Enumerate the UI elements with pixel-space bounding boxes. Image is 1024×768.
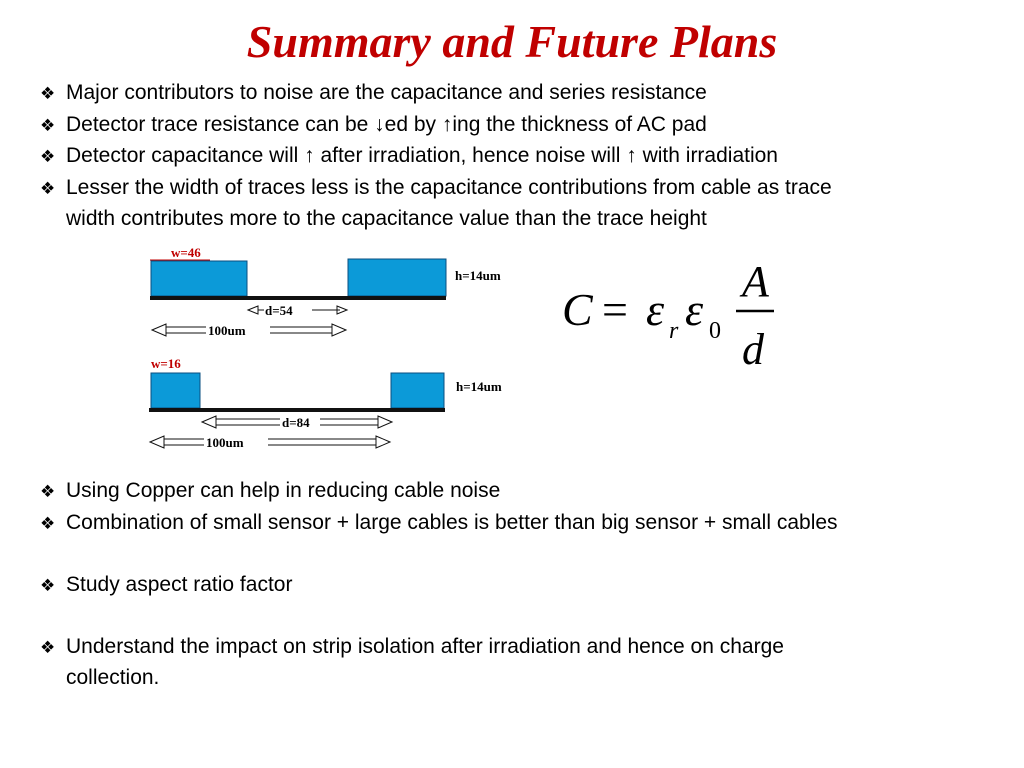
bullet-item — [40, 570, 1024, 602]
diagram-top-width-label: w=46 — [171, 245, 201, 260]
bullet-text: Major contributors to noise are the capacitance and series resistance — [66, 81, 707, 104]
diagram-bottom-span-arrow-right — [376, 436, 390, 448]
diagram-bottom-height-label: h=14um — [456, 379, 502, 394]
bullet-diamond-icon: ❖ — [40, 637, 56, 658]
formula-equals: = — [602, 284, 628, 335]
diagram-bottom-trace-left — [151, 373, 200, 408]
formula-epsilon-r: ε — [646, 284, 665, 335]
bullet-item — [40, 476, 1024, 508]
bullet-list-top — [40, 78, 1020, 235]
diagram-top-trace-right — [348, 259, 446, 296]
formula-epsilon-0: ε — [685, 284, 704, 335]
bullet-diamond-icon: ❖ — [40, 513, 56, 534]
slide-title: Summary and Future Plans — [246, 16, 778, 67]
bullet-diamond-icon: ❖ — [40, 178, 56, 199]
bullet-diamond-icon: ❖ — [40, 84, 56, 104]
formula-sub-r: r — [669, 318, 679, 344]
bullet-item — [40, 141, 1020, 173]
diagram-bottom-span-arrow-left — [150, 436, 164, 448]
diagram-bottom-gap-arrow-left — [202, 416, 216, 428]
diagram-top-span-arrow-right — [332, 324, 346, 336]
formula-numerator: A — [742, 257, 769, 306]
diagram-bottom-gap-arrow-right — [378, 416, 392, 428]
bullet-diamond-icon: ❖ — [40, 147, 56, 167]
bullet-continuation: collection. — [66, 666, 160, 689]
diagram-bottom-width-label: w=16 — [151, 356, 181, 371]
diagram-top-span-arrow-left — [152, 324, 166, 336]
diagram-bottom-gap-label: d=84 — [282, 415, 310, 430]
bullet-item — [40, 173, 1020, 205]
diagram-top-gap-arrow-left — [248, 306, 258, 314]
bullet-item — [40, 632, 1024, 664]
bullet-diamond-icon: ❖ — [40, 575, 56, 596]
bullet-text: Detector capacitance will ↑ after irradiation, hence noise will ↑ with irradiation — [66, 144, 778, 167]
bullet-text: Combination of small sensor + large cables is better than big sensor + small cables — [66, 510, 838, 534]
formula-lhs: C — [562, 284, 593, 335]
diagram-top-substrate — [150, 296, 446, 300]
bullet-text: Understand the impact on strip isolation after irradiation and hence on charge — [66, 634, 784, 658]
diagram-top-span-label: 100um — [208, 323, 246, 338]
bullet-text: Using Copper can help in reducing cable noise — [66, 479, 501, 502]
bullet-text: Study aspect ratio factor — [66, 572, 293, 596]
bullet-item — [40, 78, 1020, 110]
diagram-top-gap-label: d=54 — [265, 303, 293, 318]
diagram-bottom-trace-right — [391, 373, 444, 408]
formula-sub-0: 0 — [709, 318, 721, 344]
bullet-continuation: width contributes more to the capacitance value than the trace height — [66, 207, 707, 230]
diagram-top-height-label: h=14um — [455, 268, 501, 283]
bullet-text: Lesser the width of traces less is the capacitance contributions from cable as trace — [66, 175, 832, 199]
diagram-top-trace-left — [151, 261, 247, 296]
bullet-diamond-icon: ❖ — [40, 115, 56, 136]
capacitance-formula — [556, 250, 796, 380]
bullet-item — [40, 110, 1020, 142]
bullet-diamond-icon: ❖ — [40, 482, 56, 502]
diagram-bottom-span-label: 100um — [206, 435, 244, 450]
trace-geometry-diagram — [140, 238, 540, 453]
bullet-list-bottom — [40, 476, 1024, 694]
bullet-item — [40, 508, 1024, 540]
formula-denominator: d — [742, 325, 764, 374]
diagram-bottom-substrate — [149, 408, 445, 412]
bullet-text: Detector trace resistance can be ↓ed by ↑ing the thickness of AC pad — [66, 112, 707, 136]
